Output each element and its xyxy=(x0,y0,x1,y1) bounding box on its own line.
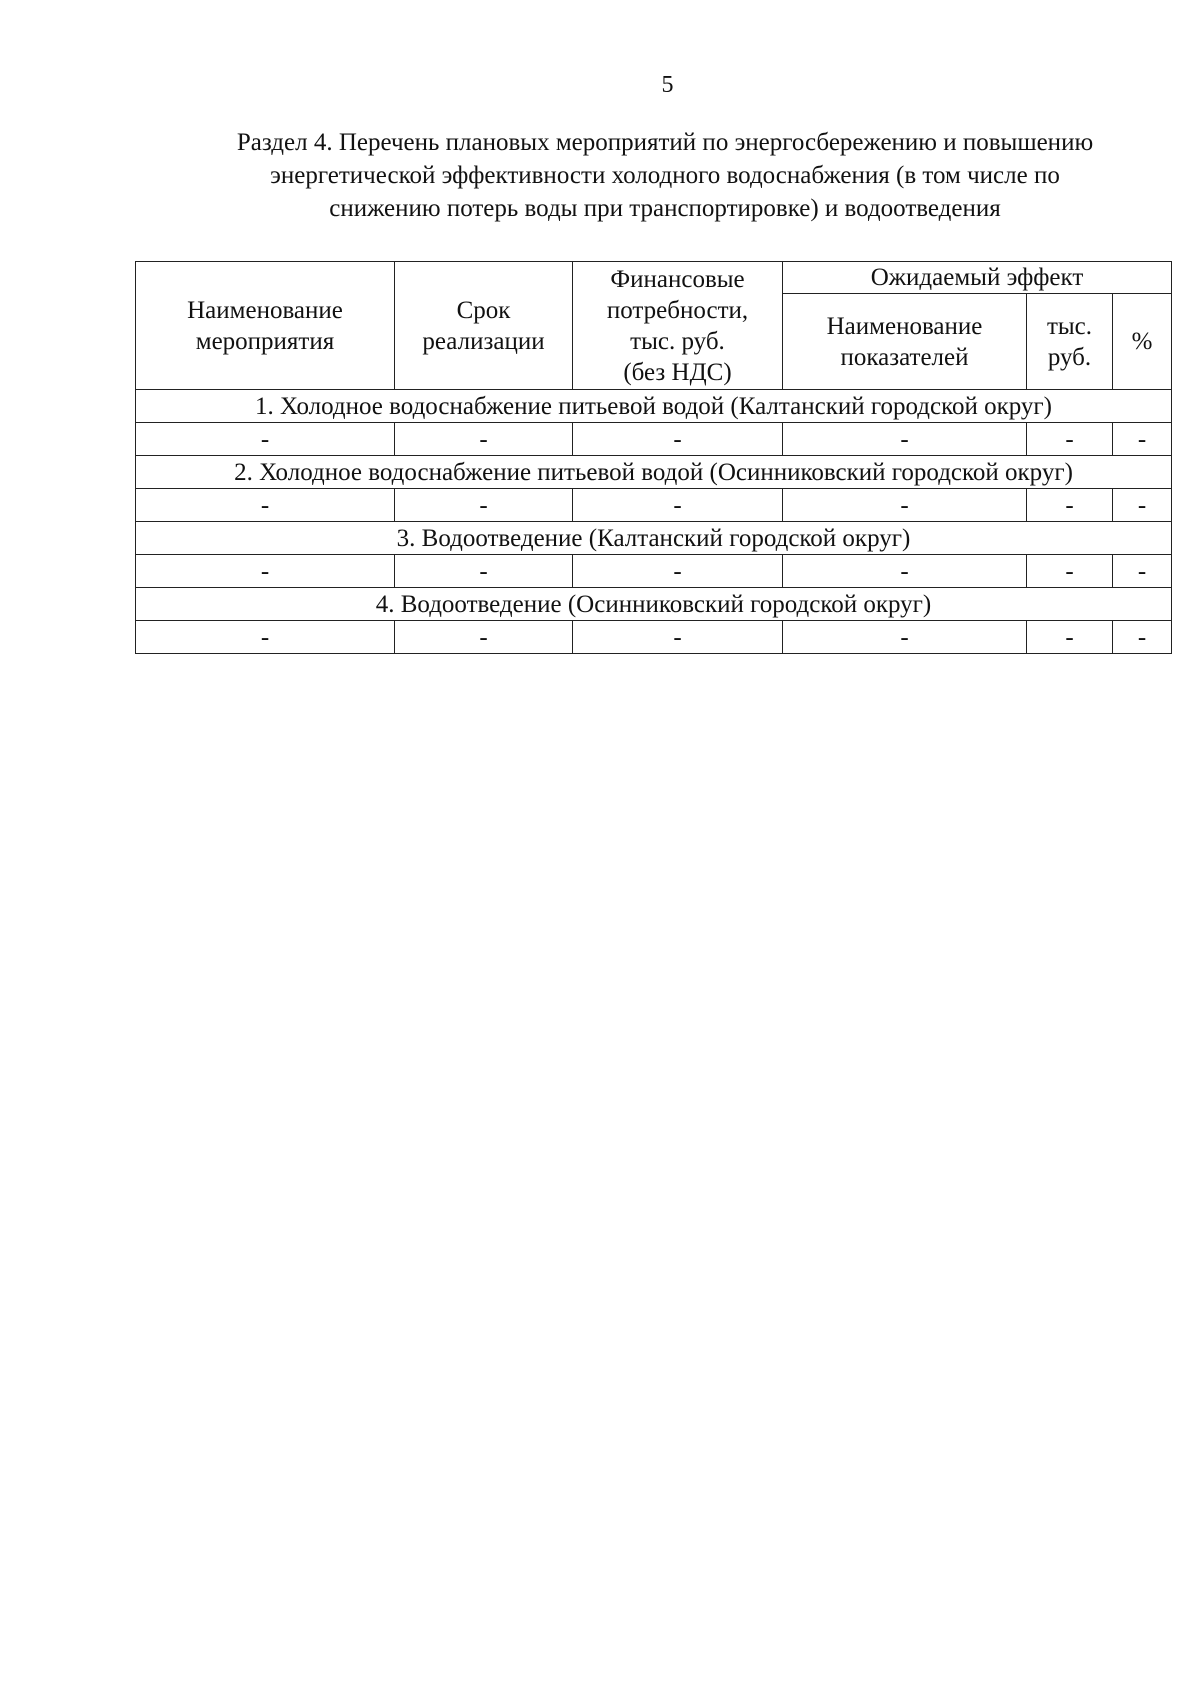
table-cell: - xyxy=(573,621,783,654)
table-cell: - xyxy=(136,423,395,456)
table-cell: - xyxy=(1113,555,1172,588)
heading-line: энергетической эффективности холодного водоснабжения (в том числе по xyxy=(270,162,1060,189)
table-cell: - xyxy=(1113,489,1172,522)
table-cell: - xyxy=(783,621,1027,654)
table-cell: - xyxy=(1027,423,1113,456)
table-cell: - xyxy=(395,555,573,588)
table-cell: - xyxy=(573,489,783,522)
section-title: 3. Водоотведение (Калтанский городской округ) xyxy=(136,522,1172,555)
table-cell: - xyxy=(573,423,783,456)
section-title: 1. Холодное водоснабжение питьевой водой (Калтанский городской округ) xyxy=(136,390,1172,423)
table-row xyxy=(136,489,1172,522)
section-title: 2. Холодное водоснабжение питьевой водой (Осинниковский городской округ) xyxy=(136,456,1172,489)
table-cell: - xyxy=(136,489,395,522)
table-cell: - xyxy=(395,423,573,456)
table-cell: - xyxy=(1113,621,1172,654)
header-expected-effect: Ожидаемый эффект xyxy=(783,262,1172,294)
header-percent: % xyxy=(1113,294,1172,390)
table-cell: - xyxy=(783,423,1027,456)
section-heading xyxy=(160,126,1170,225)
table-row xyxy=(136,555,1172,588)
table-row xyxy=(136,423,1172,456)
heading-line: Раздел 4. Перечень плановых мероприятий по энергосбережению и повышению xyxy=(236,129,1094,156)
header-thousand-rub: тыс. руб. xyxy=(1027,294,1113,390)
table-cell: - xyxy=(1027,621,1113,654)
table-cell: - xyxy=(1027,489,1113,522)
section-title: 4. Водоотведение (Осинниковский городской округ) xyxy=(136,588,1172,621)
table-cell: - xyxy=(1027,555,1113,588)
table-cell: - xyxy=(136,621,395,654)
measures-table xyxy=(135,261,1172,654)
table-cell: - xyxy=(395,621,573,654)
table-cell: - xyxy=(573,555,783,588)
header-term: Срок реализации xyxy=(395,262,573,390)
table-row xyxy=(136,621,1172,654)
heading-line: снижению потерь воды при транспортировке) и водоотведения xyxy=(329,195,1001,222)
header-financial-needs: Финансовые потребности, тыс. руб. (без НДС) xyxy=(573,262,783,390)
table-cell: - xyxy=(1113,423,1172,456)
table-cell: - xyxy=(136,555,395,588)
table-cell: - xyxy=(783,555,1027,588)
table-cell: - xyxy=(395,489,573,522)
header-indicator-name: Наименование показателей xyxy=(783,294,1027,390)
header-measure-name: Наименование мероприятия xyxy=(136,262,395,390)
table-cell: - xyxy=(783,489,1027,522)
page-number: 5 xyxy=(661,72,674,98)
